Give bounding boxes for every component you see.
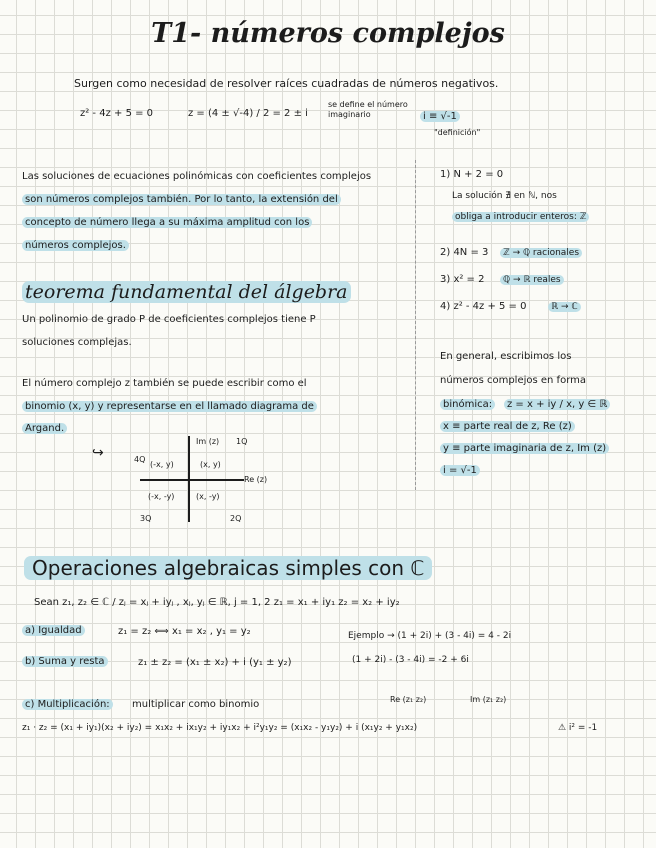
intro-equation: z² - 4z + 5 = 0 [80,108,154,119]
column-divider [415,160,416,490]
ops-definition: Sean z₁, z₂ ∈ ℂ / zⱼ = xⱼ + iyⱼ , xⱼ, yⱼ ∈ ℝ, j = 1, 2 z₁ = x₁ + iy₁ z₂ = x₂ + iy₂ [34,597,400,608]
multiplication-formula: z₁ · z₂ = (x₁ + iy₁)(x₂ + iy₂) = x₁x₂ + ix₁y₂ + iy₁x₂ + i²y₁y₂ = (x₁x₂ - y₁y₂) + i (x₁y₂ + y₁x₂) [22,723,418,733]
item-2-equation: 2) 4N = 3 [440,247,489,258]
p1-line-3: concepto de número llega a su máxima amplitud con los [22,217,312,228]
real-part-def: x ≡ parte real de z, Re (z) [440,421,575,432]
intro-solution: z = (4 ± √-4) / 2 = 2 ± i [188,108,308,119]
item-4-equation: 4) z² - 4z + 5 = 0 [440,301,527,312]
page-title: T1- números complejos [151,18,505,49]
p3-line-1: El número complejo z también se puede escribir como el [22,378,307,389]
theorem-title: teorema fundamental del álgebra [22,281,351,303]
general-line-1: En general, escribimos los [440,351,572,362]
binomial-form: z = x + iy / x, y ∈ ℝ [504,399,610,410]
define-label: se define el número imaginario [328,100,408,119]
item-1-equation: 1) N + 2 = 0 [440,169,504,180]
example-diff: (1 + 2i) - (3 - 4i) = -2 + 6i [352,655,469,665]
p2-line-2: soluciones complejas. [22,337,132,348]
quadrant-3-label: 3Q [140,514,152,523]
p1-line-2: son números complejos también. Por lo tanto, la extensión del [22,194,341,205]
p3-line-3: Argand. [22,423,67,434]
equality-formula: z₁ = z₂ ⟺ x₁ = x₂ , y₁ = y₂ [118,626,251,637]
arrow-icon: ↪ [92,445,104,461]
item-3-equation: 3) x² = 2 [440,274,485,285]
re-axis-label: Re (z) [244,475,268,484]
im-axis-label: Im (z) [196,437,220,446]
example-sum: Ejemplo → (1 + 2i) + (3 - 4i) = 4 - 2i [348,631,512,641]
general-line-3: binómica: [440,399,495,410]
general-line-2: números complejos en forma [440,375,587,386]
p1-line-4: números complejos. [22,240,129,251]
multiplication-label: c) Multiplicación: [22,699,113,710]
imag-part-def: y ≡ parte imaginaria de z, Im (z) [440,443,609,454]
equality-label: a) Igualdad [22,625,85,636]
item-1-note-2: obliga a introducir enteros: ℤ [452,212,589,222]
item-3-note: ℚ → ℝ reales [500,275,564,285]
re-brace-label: Re (z₁ z₂) [390,695,427,704]
point-q3: (-x, -y) [148,492,175,501]
item-1-note-1: La solución ∄ en ℕ, nos [452,191,557,201]
point-q2: (-x, y) [150,460,174,469]
quadrant-4-label: 4Q [134,455,146,464]
i-definition: i = √-1 [440,465,480,476]
point-q1: (x, y) [200,460,221,469]
quadrant-2-label: 2Q [230,514,242,523]
multiplication-text: multiplicar como binomio [132,699,260,710]
sum-formula: z₁ ± z₂ = (x₁ ± x₂) + i (y₁ ± y₂) [138,657,292,668]
quadrant-1-label: 1Q [236,437,248,446]
im-brace-label: Im (z₁ z₂) [470,695,507,704]
real-axis [140,479,244,481]
item-4-note: ℝ → ℂ [548,302,581,312]
definition-tag: "definición" [434,128,481,137]
imaginary-definition: i ≡ √-1 [420,111,460,122]
operations-title: Operaciones algebraicas simples con ℂ [24,556,432,580]
p1-line-1: Las soluciones de ecuaciones polinómicas con coeficientes complejos [22,171,372,182]
sum-label: b) Suma y resta [22,656,108,667]
p3-line-2: binomio (x, y) y representarse en el llamado diagrama de [22,401,317,412]
point-q4: (x, -y) [196,492,220,501]
i-squared-note: ⚠ i² = -1 [558,723,598,733]
p2-line-1: Un polinomio de grado P de coeficientes complejos tiene P [22,314,316,325]
item-2-note: ℤ → ℚ racionales [500,248,582,258]
subtitle: Surgen como necesidad de resolver raíces cuadradas de números negativos. [74,77,499,90]
